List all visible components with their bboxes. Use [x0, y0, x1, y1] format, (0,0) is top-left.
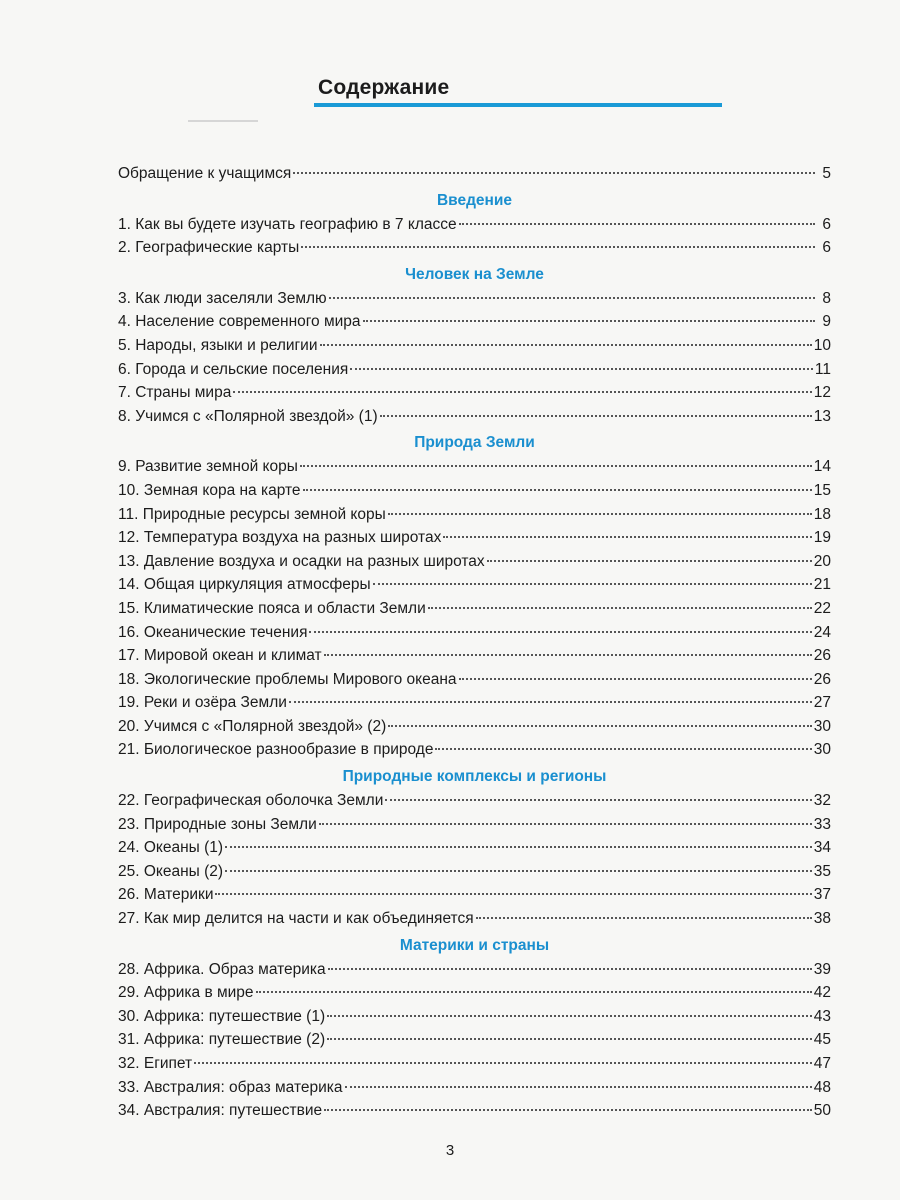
toc-entry-page: 42 [813, 984, 831, 1002]
toc-entry-page: 12 [813, 384, 831, 402]
dot-leader [443, 535, 811, 538]
toc-entry-page: 6 [822, 239, 831, 257]
dot-leader [350, 367, 813, 370]
toc-entry[interactable] [118, 981, 831, 1005]
section-heading: Человек на Земле [405, 265, 544, 283]
toc-entry-page: 11 [814, 360, 831, 378]
dot-leader [256, 990, 812, 993]
toc-entry[interactable] [118, 236, 831, 260]
toc-entry-title: 21. Биологическое разнообразие в природе [118, 741, 434, 759]
toc-entry-title: Обращение к учащимся [118, 165, 292, 182]
toc-entry[interactable] [118, 1005, 831, 1029]
toc-entry-page: 45 [813, 1031, 831, 1049]
toc-entry-title: 31. Африка: путешествие (2) [118, 1031, 326, 1049]
dot-leader [487, 559, 812, 562]
section-heading: Материки и страны [399, 936, 550, 954]
toc-entry[interactable] [118, 1028, 831, 1052]
toc-entry-title: 22. Географическая оболочка Земли [118, 792, 384, 810]
toc-entry-title: 13. Давление воздуха и осадки на разных широтах [118, 552, 485, 570]
dot-leader [215, 892, 811, 895]
toc-entry-title: 15. Климатические пояса и области Земли [118, 599, 426, 617]
toc-entry-title: 2. Географические карты [118, 239, 300, 257]
dot-leader [309, 630, 811, 633]
dot-leader [301, 245, 815, 248]
toc-entry-page: 43 [813, 1007, 831, 1025]
toc-entry-title: 25. Океаны (2) [118, 862, 224, 880]
toc-entry-page: 13 [813, 407, 831, 425]
dot-leader [303, 488, 812, 491]
toc-entry[interactable] [118, 573, 831, 597]
toc-entry-page: 26 [813, 647, 831, 665]
toc-entry[interactable] [118, 597, 831, 621]
toc-entry-page: 32 [813, 792, 831, 810]
toc-entry-title: 26. Материки [118, 886, 214, 904]
toc-entry[interactable] [118, 334, 831, 358]
toc-entry[interactable] [118, 621, 831, 645]
toc-entry[interactable] [118, 958, 831, 982]
toc-entry[interactable] [118, 883, 831, 907]
dot-leader [194, 1061, 812, 1064]
dot-leader [363, 319, 815, 322]
toc-entry[interactable] [118, 644, 831, 668]
toc-entry[interactable] [118, 526, 831, 550]
dot-leader [388, 724, 812, 727]
title-underline [314, 103, 722, 107]
toc-entry-page: 10 [813, 336, 831, 354]
dot-leader [289, 700, 812, 703]
toc-entry[interactable] [118, 1099, 831, 1123]
toc-entry-title: 16. Океанические течения [118, 623, 308, 641]
toc-entry-page: 6 [822, 215, 831, 233]
toc-entry-page: 38 [813, 910, 831, 928]
dot-leader [324, 653, 812, 656]
toc-entry-title: 8. Учимся с «Полярной звездой» (1) [118, 407, 378, 425]
dot-leader [293, 171, 815, 174]
toc-entry[interactable] [118, 455, 831, 479]
dot-leader [373, 582, 812, 585]
toc-entry-title: 33. Австралия: образ материка [118, 1078, 343, 1096]
toc-entry[interactable] [118, 213, 831, 237]
toc-entry[interactable] [118, 405, 831, 429]
toc-entry-page: 5 [822, 165, 831, 182]
toc-entry-page: 34 [813, 839, 831, 857]
toc-entry-title: 14. Общая циркуляция атмосферы [118, 576, 371, 594]
toc-entry-title: 3. Как люди заселяли Землю [118, 289, 327, 307]
toc-entry-page: 21 [813, 576, 831, 594]
dot-leader [320, 343, 812, 346]
toc-entry-title: 32. Египет [118, 1055, 193, 1072]
dot-leader [225, 845, 812, 848]
toc-entry-page: 20 [813, 552, 831, 570]
dot-leader [324, 1108, 812, 1111]
toc-entry-page: 15 [813, 481, 831, 499]
toc-entry[interactable] [118, 860, 831, 884]
toc-entry[interactable] [118, 503, 831, 527]
toc-entry[interactable] [118, 738, 831, 762]
dot-leader [435, 747, 811, 750]
toc-entry-title: 7. Страны мира [118, 384, 232, 402]
toc-entry-page: 37 [813, 886, 831, 904]
section-heading: Введение [436, 191, 513, 209]
dot-leader [300, 464, 812, 467]
dot-leader [385, 798, 811, 801]
toc-entry-title: 12. Температура воздуха на разных широтах [118, 529, 442, 547]
toc-entry-page: 19 [813, 529, 831, 547]
toc-entry-title: 29. Африка в мире [118, 984, 254, 1002]
section-heading: Природа Земли [414, 434, 535, 452]
toc-entry[interactable] [118, 550, 831, 574]
toc-entry-title: 9. Развитие земной коры [118, 458, 298, 476]
dot-leader [225, 869, 812, 872]
toc-entry[interactable] [118, 479, 831, 503]
toc-entry[interactable] [118, 715, 831, 739]
dot-leader [345, 1085, 812, 1088]
toc-entry-page: 47 [813, 1055, 831, 1072]
toc-entry-page: 39 [813, 960, 831, 978]
toc-entry-page: 50 [813, 1102, 831, 1120]
toc-entry-title: 20. Учимся с «Полярной звездой» (2) [118, 717, 387, 735]
dot-leader [428, 606, 812, 609]
toc-entry[interactable] [118, 836, 831, 860]
toc-entry-title: 27. Как мир делится на части и как объединяется [118, 910, 474, 928]
toc-entry-title: 28. Африка. Образ материка [118, 960, 326, 978]
toc-entry-title: 10. Земная кора на карте [118, 481, 301, 499]
dot-leader [329, 296, 815, 299]
dot-leader [388, 512, 812, 515]
toc-entry[interactable] [118, 358, 831, 382]
toc-entry[interactable] [118, 1052, 831, 1076]
toc-entry-page: 30 [813, 717, 831, 735]
dot-leader [327, 1014, 812, 1017]
toc-entry-page: 8 [822, 289, 831, 307]
toc-entry-title: 6. Города и сельские поселения [118, 360, 349, 378]
dot-leader [327, 1037, 812, 1040]
dot-leader [380, 414, 812, 417]
toc-entry-page: 22 [813, 599, 831, 617]
toc-entry[interactable] [118, 287, 831, 311]
toc-entry-page: 26 [813, 670, 831, 688]
page-title: Содержание [318, 76, 450, 99]
toc-entry-intro[interactable] [118, 162, 831, 186]
toc-entry[interactable] [118, 691, 831, 715]
page-number: 3 [445, 1142, 455, 1159]
toc-entry-title: 24. Океаны (1) [118, 839, 224, 857]
toc-entry[interactable] [118, 310, 831, 334]
toc-entry-title: 18. Экологические проблемы Мирового океана [118, 670, 457, 688]
toc-entry-title: 19. Реки и озёра Земли [118, 694, 287, 712]
dot-leader [459, 677, 812, 680]
toc-entry-page: 48 [813, 1078, 831, 1096]
toc-entry-title: 4. Население современного мира [118, 313, 361, 331]
section-heading: Природные комплексы и регионы [342, 768, 607, 786]
toc-entry-page: 18 [813, 505, 831, 523]
toc-entry[interactable] [118, 1076, 831, 1100]
toc-entry[interactable] [118, 907, 831, 931]
toc-entry-page: 14 [813, 458, 831, 476]
dot-leader [476, 916, 812, 919]
scan-smudge [188, 120, 258, 122]
toc-entry-title: 1. Как вы будете изучать географию в 7 классе [118, 215, 457, 233]
toc-entry-title: 5. Народы, языки и религии [118, 336, 318, 354]
dot-leader [233, 390, 811, 393]
toc-entry-page: 24 [813, 623, 831, 641]
toc-entry[interactable] [118, 789, 831, 813]
toc-entry-title: 30. Африка: путешествие (1) [118, 1007, 326, 1025]
dot-leader [328, 967, 812, 970]
toc-entry[interactable] [118, 668, 831, 692]
toc-entry[interactable] [118, 381, 831, 405]
dot-leader [319, 822, 812, 825]
dot-leader [459, 222, 815, 225]
toc-entry-title: 17. Мировой океан и климат [118, 647, 322, 665]
toc-entry-page: 9 [822, 313, 831, 331]
toc-entry-title: 23. Природные зоны Земли [118, 815, 317, 833]
toc-entry-page: 27 [813, 694, 831, 712]
toc-entry-title: 34. Австралия: путешествие [118, 1102, 323, 1120]
toc-entry[interactable] [118, 813, 831, 837]
toc-entry-page: 30 [813, 741, 831, 759]
toc-entry-title: 11. Природные ресурсы земной коры [118, 505, 386, 523]
toc-entry-page: 35 [813, 862, 831, 880]
toc-entry-page: 33 [813, 815, 831, 833]
table-of-contents [118, 162, 831, 1123]
